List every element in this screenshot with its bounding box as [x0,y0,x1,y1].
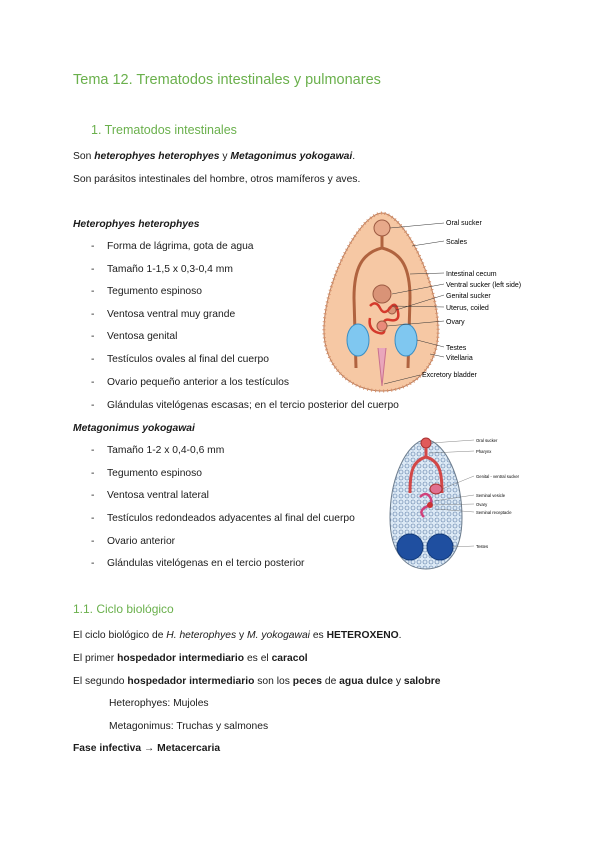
diagram-label: Pharynx [476,449,492,454]
diagram-label: Oral sucker [476,438,498,443]
list-item: - Ventosa genital [91,331,178,342]
list-item: - Tamaño 1-1,5 x 0,3-0,4 mm [91,264,233,275]
diagram-label: Ovary [476,502,488,507]
cycle-line-3: El segundo hospedador intermediario son los peces de agua dulce y salobre [73,676,441,687]
list-item: - Tegumento espinoso [91,286,203,297]
ventral-sucker-shape [373,285,391,303]
testis-left-shape [397,534,423,560]
host-heterophyes: Heterophyes: Mujoles [109,698,209,709]
host-metagonimus: Metagonimus: Truchas y salmones [109,721,269,732]
intro-paragraph: Son heterophyes heterophyes y Metagonimus yokogawai. [73,151,356,162]
metagonimus-name: Metagonimus yokogawai [73,423,195,434]
diagram-label: Seminal vesicle [476,493,506,498]
infective-phase: Fase infectiva → Metacercaria [73,743,221,754]
species-metagonimus: Metagonimus yokogawai [230,151,353,162]
diagram-label: Seminal receptacle [476,510,512,515]
intro-line-2: Son parásitos intestinales del hombre, otros mamíferos y aves. [73,174,361,185]
cycle-line-2: El primer hospedador intermediario es el caracol [73,653,308,664]
list-item: - Testículos ovales al final del cuerpo [91,354,269,365]
diagram-label: Scales [446,239,468,246]
diagram-label: Oral sucker [446,220,482,227]
diagram-label: Ovary [446,319,465,326]
diagram-label: Testes [476,544,489,549]
heterophyes-diagram [312,208,532,393]
testis-right-shape [427,534,453,560]
diagram-label: Ventral sucker (left side) [446,282,522,289]
diagram-label: Genital sucker [446,293,491,300]
page-title: Tema 12. Trematodos intestinales y pulmonares [73,72,381,88]
diagram-label: Excretory bladder [422,372,477,379]
testis-right-shape [395,324,417,356]
oral-sucker-shape [374,220,390,236]
subsection-heading: 1.1. Ciclo biológico [73,602,174,616]
list-item: - Ovario anterior [91,536,176,547]
testis-left-shape [347,324,369,356]
list-item: - Ventosa ventral lateral [91,490,209,501]
cycle-line-1: El ciclo biológico de H. heterophyes y M. yokogawai es HETEROXENO. [73,630,402,641]
diagram-label: Vitellaria [446,355,473,362]
diagram-label: Uterus, coiled [446,305,489,312]
list-item: - Glándulas vitelógenas en el tercio posterior [91,558,305,569]
list-item: - Ventosa ventral muy grande [91,309,236,320]
list-item: - Ovario pequeño anterior a los testículos [91,377,290,388]
oral-sucker-shape [421,438,431,448]
list-item: - Glándulas vitelógenas escasas; en el tercio posterior del cuerpo [91,400,399,411]
heterophyes-name: Heterophyes heterophyes [73,219,200,230]
diagram-label: Testes [446,345,467,352]
metagonimus-diagram [386,433,526,573]
section-heading: 1. Trematodos intestinales [91,123,237,137]
diagram-label: Genital - ventral sucker [476,474,520,479]
list-item: - Tegumento espinoso [91,468,203,479]
diagram-label: Intestinal cecum [446,271,497,278]
list-item: - Tamaño 1-2 x 0,4-0,6 mm [91,445,225,456]
list-item: - Testículos redondeados adyacentes al final del cuerpo [91,513,355,524]
list-item: - Forma de lágrima, gota de agua [91,241,254,252]
species-heterophyes: heterophyes heterophyes [94,151,220,162]
